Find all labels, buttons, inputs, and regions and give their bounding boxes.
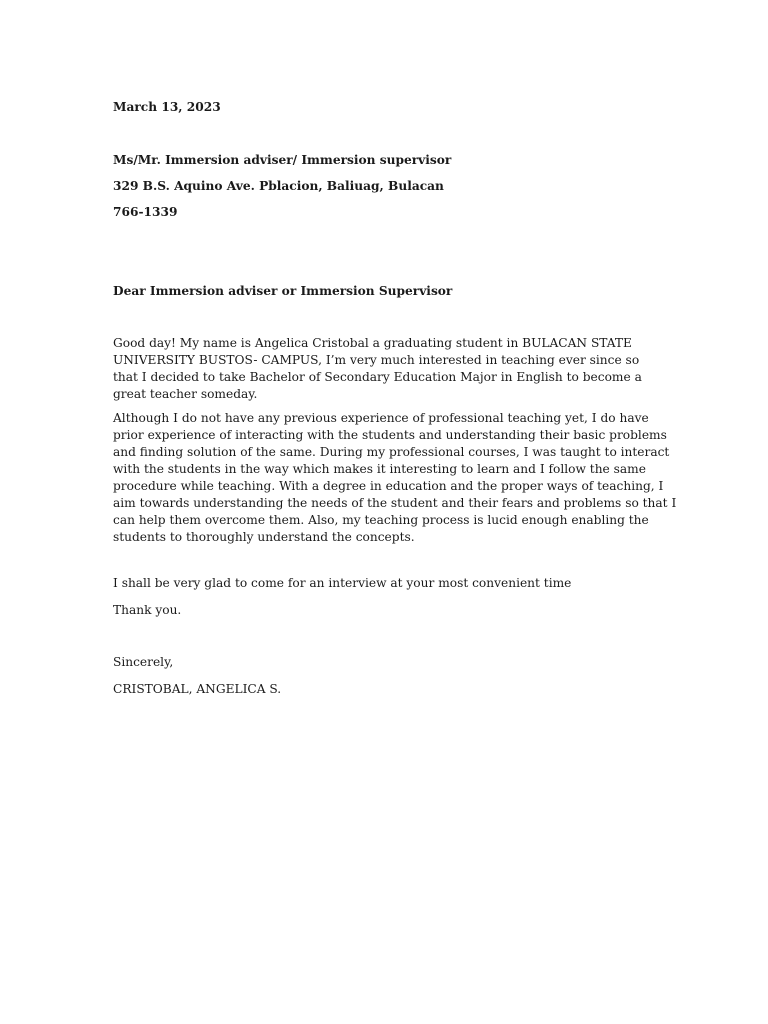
paragraph-line: can help them overcome them. Also, my teaching process is lucid enough enabling the	[113, 513, 649, 527]
closing-line: Sincerely,	[113, 655, 174, 669]
recipient-address: 329 B.S. Aquino Ave. Pblacion, Baliuag, Bulacan	[113, 179, 444, 193]
recipient-name: Ms/Mr. Immersion adviser/ Immersion supervisor	[113, 153, 452, 167]
paragraph-line: students to thoroughly understand the concepts.	[113, 530, 415, 544]
paragraph-line: UNIVERSITY BUSTOS- CAMPUS, I’m very much interested in teaching ever since so	[113, 353, 640, 367]
paragraph-line: prior experience of interacting with the students and understanding their basic problems	[113, 428, 667, 442]
paragraph-line: great teacher someday.	[113, 387, 258, 401]
paragraph-line: that I decided to take Bachelor of Secondary Education Major in English to become a	[113, 370, 642, 384]
paragraph-line: aim towards understanding the needs of the student and their fears and problems so that I	[113, 496, 677, 510]
thanks-line: Thank you.	[113, 603, 182, 617]
signature-name: CRISTOBAL, ANGELICA S.	[113, 682, 282, 696]
paragraph-line: with the students in the way which makes it interesting to learn and I follow the same	[113, 462, 646, 476]
paragraph-interview: I shall be very glad to come for an interview at your most convenient time	[113, 576, 572, 590]
paragraph-line: and finding solution of the same. During my professional courses, I was taught to interact	[113, 445, 670, 459]
paragraph-line: procedure while teaching. With a degree in education and the proper ways of teaching, I	[113, 479, 664, 493]
paragraph-intro	[113, 335, 653, 403]
paragraph-line: Good day! My name is Angelica Cristobal a graduating student in BULACAN STATE	[113, 336, 632, 350]
paragraph-line: Although I do not have any previous experience of professional teaching yet, I do have	[113, 411, 649, 425]
recipient-phone: 766-1339	[113, 205, 178, 219]
paragraph-experience	[113, 410, 677, 546]
salutation: Dear Immersion adviser or Immersion Supervisor	[113, 284, 453, 298]
letter-date: March 13, 2023	[113, 100, 221, 114]
